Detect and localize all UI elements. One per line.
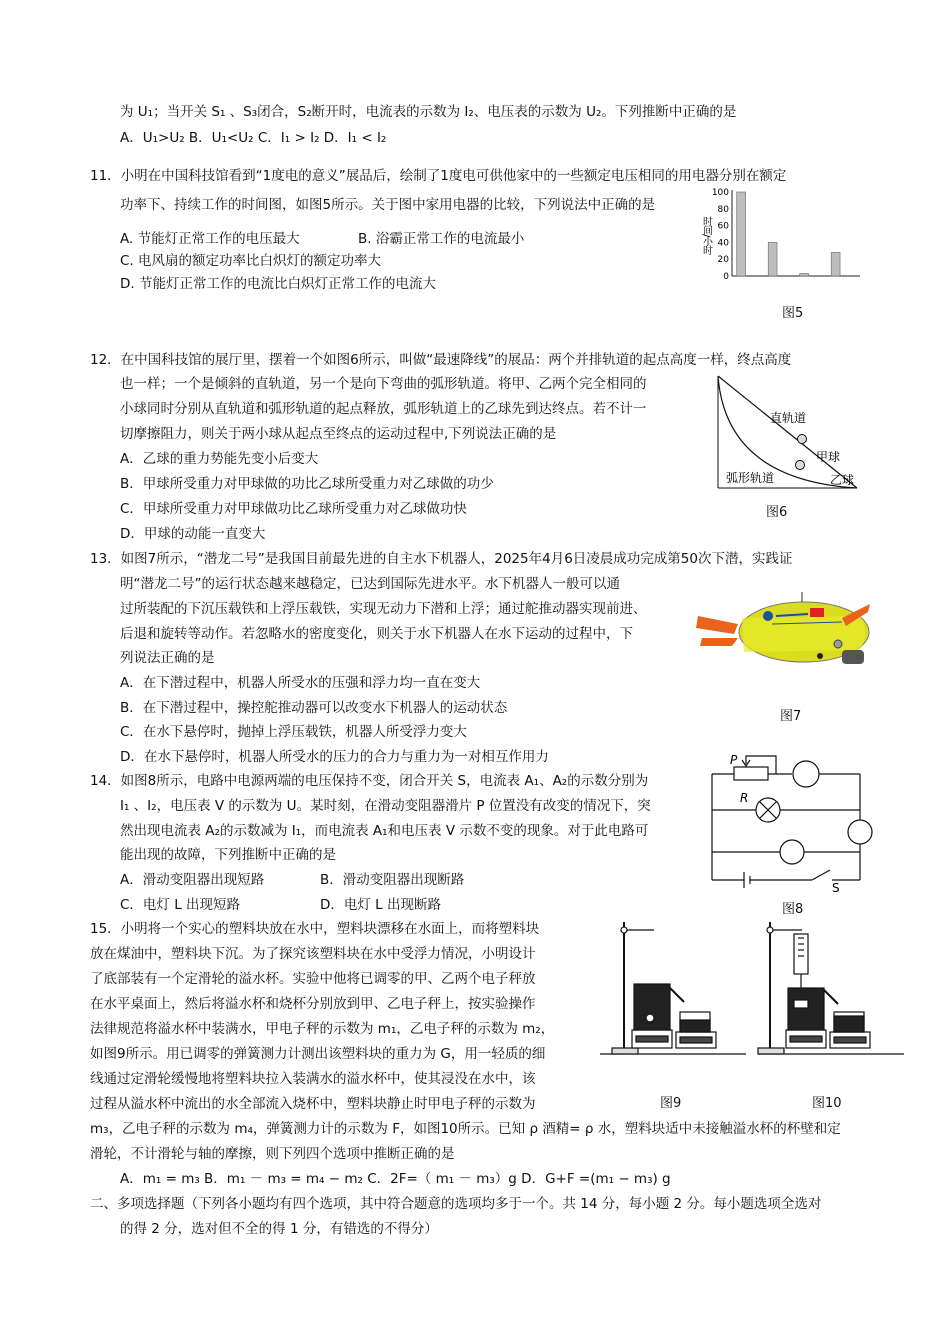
figure-5-bar — [768, 242, 777, 276]
q11-stem-1: 11．小明在中国科技馆看到“1度电的意义”展品后，绘制了1度电可供他家中的一些额定电压相同的用电器分别在额定 — [90, 168, 787, 184]
q10-options: A．U₁>U₂ B．U₁<U₂ C．I₁ > I₂ D．I₁ < I₂ — [120, 130, 387, 146]
q15-options: A．m₁ = m₃ B．m₁ － m₃ = m₄ − m₂ C．2F=（ m₁ － m₃）g D．G+F =(m₁ − m₃) g — [120, 1171, 671, 1187]
switch-s — [812, 870, 830, 880]
q11-option-c: C. 电风扇的额定功率比白炽灯的额定功率大 — [120, 253, 382, 269]
q14-option-d: D．电灯 L 出现断路 — [320, 897, 441, 913]
q15-stem-10: 滑轮，不计滑轮与轴的摩擦，则下列四个选项中推断正确的是 — [90, 1146, 455, 1162]
q12-option-d: D．甲球的动能一直变大 — [120, 526, 266, 542]
figure-6-caption: 图6 — [766, 505, 788, 520]
label-curve: 弧形轨道 — [726, 471, 775, 485]
q10-text-tail: 为 U₁；当开关 S₁ 、S₃闭合，S₂断开时，电流表的示数为 I₂、电压表的示数为 U₂。下列推断中正确的是 — [120, 104, 737, 120]
q14-stem-3: 然出现电流表 A₂的示数减为 I₁，而电流表 A₁和电压表 V 示数不变的现象。对于此电路可 — [120, 823, 649, 839]
spring-balance — [794, 934, 808, 974]
left-fin — [696, 616, 738, 634]
q11-option-a: A. 节能灯正常工作的电压最大 — [120, 231, 300, 247]
q13-stem-2: 明“潜龙二号”的运行状态越来越稳定，已达到国际先进水平。水下机器人一般可以通 — [120, 576, 620, 592]
q14-option-c: C．电灯 L 出现短路 — [120, 897, 241, 913]
overflow-cup — [634, 984, 670, 1030]
q15-stem-7: 线通过定滑轮缓慢地将塑料块拉入装满水的溢水杯中，使其浸没在水中，该 — [90, 1071, 536, 1087]
q14-option-b: B．滑动变阻器出现断路 — [320, 872, 465, 888]
q12-option-c: C．甲球所受重力对甲球做功比乙球所受重力对乙球做功快 — [120, 501, 467, 517]
q11-option-d: D. 节能灯正常工作的电流比白炽灯正常工作的电流大 — [120, 276, 436, 292]
label-r: R — [740, 791, 749, 805]
figure-7-caption: 图7 — [780, 709, 802, 724]
section2-heading-1: 二、多项选择题（下列各小题均有四个选项，其中符合题意的选项均多于一个。共 14 分，每小题 2 分。每小题选项全选对 — [90, 1196, 822, 1212]
figure-5-chart — [700, 186, 865, 286]
q15-stem-1: 15．小明将一个实心的塑料块放在水中，塑料块漂移在水面上，而将塑料块 — [90, 921, 540, 937]
figure-10-setup — [756, 908, 906, 1058]
q15-stem-8: 过程从溢水杯中流出的水全部流入烧杯中，塑料块静止时甲电子秤的示数为 — [90, 1096, 536, 1112]
rear-fin — [700, 638, 738, 646]
q14-stem-2: I₁ 、I₂，电压表 V 的示数为 U。某时刻，在滑动变阻器滑片 P 位置没有改变的情况下，突 — [120, 798, 651, 814]
figure-5-tick-label: 40 — [717, 238, 729, 249]
q11-stem-2: 功率下、持续工作的时间图，如图5所示。关于图中家用电器的比较，下列说法中正确的是 — [120, 197, 656, 213]
figure-5-tick-label: 80 — [717, 204, 729, 215]
q13-option-a: A．在下潜过程中，机器人所受水的压强和浮力均一直在变大 — [120, 675, 481, 691]
figure-5-tick-label: 20 — [717, 255, 729, 266]
q15-stem-4: 在水平桌面上，然后将溢水杯和烧杯分别放到甲、乙电子秤上，按实验操作 — [90, 996, 536, 1012]
q13-stem-5: 列说法正确的是 — [120, 650, 215, 666]
q15-stem-6: 如图9所示。用已调零的弹簧测力计测出该塑料块的重力为 G，用一轻质的细 — [90, 1046, 546, 1062]
q15-stem-3: 了底部装有一个定滑轮的溢水杯。实验中他将已调零的甲、乙两个电子秤放 — [90, 971, 536, 987]
q12-stem-4: 切摩擦阻力，则关于两小球从起点至终点的运动过程中,下列说法正确的是 — [120, 426, 557, 442]
flag — [810, 608, 824, 617]
figure-8-caption: 图8 — [782, 902, 804, 917]
q13-option-b: B．在下潜过程中，操控舵推动器可以改变水下机器人的运动状态 — [120, 700, 508, 716]
voltmeter-v — [780, 840, 804, 864]
q11-option-b: B. 浴霸正常工作的电流最小 — [358, 231, 525, 247]
q15-stem-5: 法律规范将溢水杯中装满水，甲电子秤的示数为 m₁，乙电子秤的示数为 m₂， — [90, 1021, 555, 1037]
ball-jia — [798, 435, 807, 444]
q15-stem-2: 放在煤油中，塑料块下沉。为了探究该塑料块在水中受浮力情况，小明设计 — [90, 946, 536, 962]
q14-stem-4: 能出现的故障，下列推断中正确的是 — [120, 847, 336, 863]
figure-8-circuit — [708, 752, 878, 892]
rheostat — [734, 767, 768, 780]
q13-option-d: D．在水下悬停时，机器人所受水的压力的合力与重力为一对相互作用力 — [120, 749, 549, 765]
ammeter-a2 — [848, 820, 872, 844]
figure-5-tick-label: 100 — [711, 188, 729, 198]
ammeter-a1 — [793, 761, 819, 787]
q12-stem-1: 12．在中国科技馆的展厅里，摆着一个如图6所示，叫做“最速降线”的展品：两个并排轨道的起点高度一样，终点高度 — [90, 352, 792, 368]
figure-9-caption: 图9 — [660, 1096, 682, 1111]
figure-5-tick-label: 0 — [723, 272, 729, 282]
label-straight: 直轨道 — [770, 411, 807, 425]
q12-option-a: A．乙球的重力势能先变小后变大 — [120, 451, 319, 467]
q12-stem-2: 也一样；一个是倾斜的直轨道，另一个是向下弯曲的弧形轨道。将甲、乙两个完全相同的 — [120, 376, 647, 392]
q14-option-a: A．滑动变阻器出现短路 — [120, 872, 265, 888]
figure-5-bar — [831, 252, 840, 276]
figure-10-caption: 图10 — [812, 1096, 842, 1111]
label-p: P — [730, 753, 738, 767]
figure-5-tick-label: 60 — [717, 221, 729, 232]
label-yi: 乙球 — [830, 473, 855, 487]
q13-stem-1: 13．如图7所示，“潜龙二号”是我国目前最先进的自主水下机器人，2025年4月6日凌晨成功完成第50次下潜，实践证 — [90, 551, 793, 567]
q13-option-c: C．在水下悬停时，抛掉上浮压载铁，机器人所受浮力变大 — [120, 724, 467, 740]
q14-stem-1: 14．如图8所示，电路中电源两端的电压保持不变，闭合开关 S，电流表 A₁、A₂的示数分别为 — [90, 773, 649, 789]
figure-5-y-label: 时间/小时 — [700, 216, 712, 255]
figure-9-setup — [598, 908, 748, 1058]
figure-5-caption: 图5 — [782, 306, 804, 321]
label-s: S — [832, 881, 840, 892]
q13-stem-4: 后退和旋转等动作。若忽略水的密度变化，则关于水下机器人在水下运动的过程中，下 — [120, 626, 633, 642]
figure-5-bar — [800, 273, 809, 276]
q12-option-b: B．甲球所受重力对甲球做的功比乙球所受重力对乙球做的功少 — [120, 476, 494, 492]
figure-6-tracks — [712, 372, 862, 494]
section2-heading-2: 的得 2 分，选对但不全的得 1 分，有错选的不得分） — [120, 1221, 438, 1237]
figure-7-robot — [692, 572, 872, 682]
figure-5-bar — [737, 192, 746, 276]
q13-stem-3: 过所装配的下沉压载铁和上浮压载铁，实现无动力下潜和上浮；通过舵推动器实现前进、 — [120, 601, 647, 617]
label-jia: 甲球 — [816, 450, 841, 464]
q15-stem-9: m₃，乙电子秤的示数为 m₄，弹簧测力计的示数为 F，如图10所示。已知 ρ 酒精= ρ 水，塑料块适中未接触溢水杯的杯壁和定 — [90, 1121, 841, 1137]
q12-stem-3: 小球同时分别从直轨道和弧形轨道的起点释放，弧形轨道上的乙球先到达终点。若不计一 — [120, 401, 647, 417]
ball-yi — [796, 461, 805, 470]
